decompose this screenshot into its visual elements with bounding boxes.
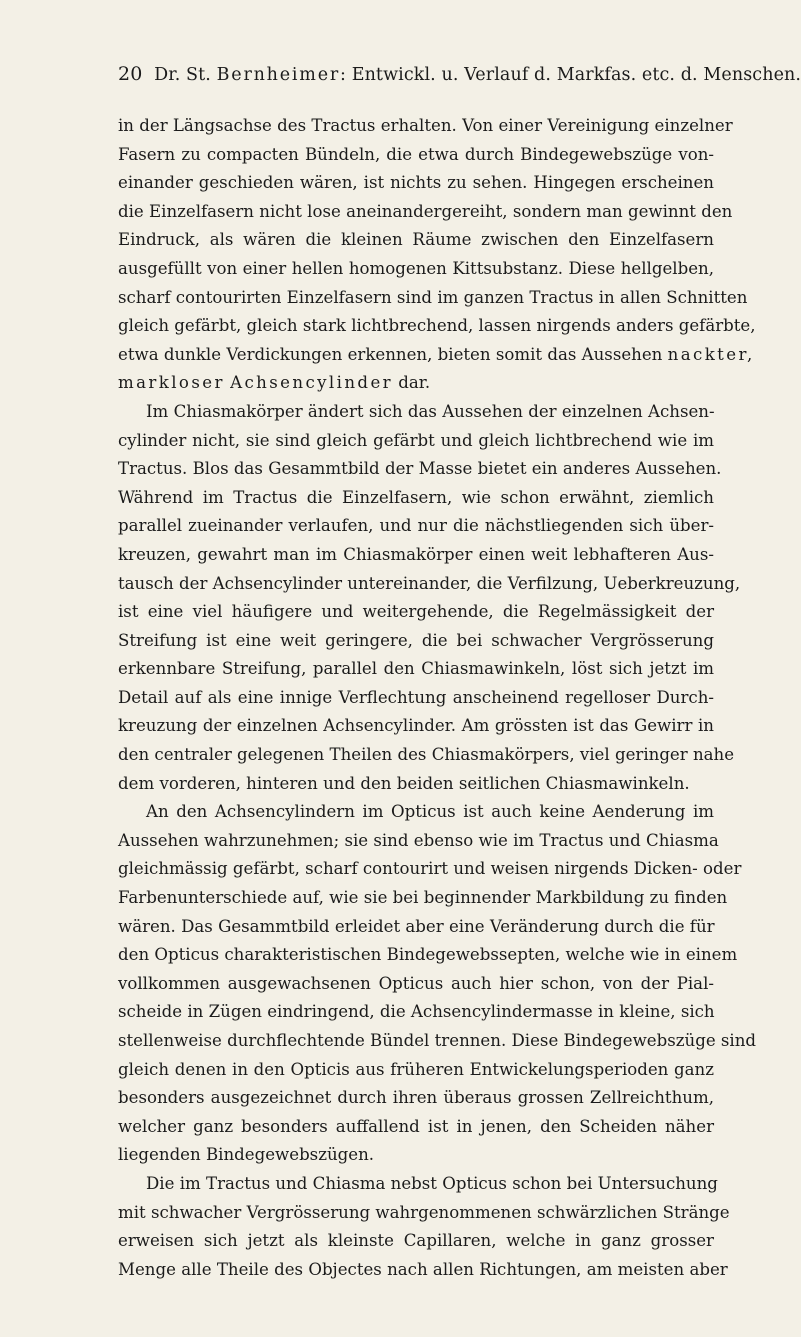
text-line: kreuzen, gewahrt man im Chiasmakörper einen weit lebhafteren Aus- xyxy=(118,544,714,564)
text-line: einander geschieden wären, ist nichts zu sehen. Hingegen erscheinen xyxy=(118,173,714,193)
text-line-part: dar. xyxy=(398,373,431,393)
text-line: erweisen sich jetzt als kleinste Capillaren, welche in ganz grosser xyxy=(118,1231,714,1251)
text-line: dem vorderen, hinteren und den beiden seitlichen Chiasmawinkeln. xyxy=(118,773,690,793)
text-line: erkennbare Streifung, parallel den Chiasmawinkeln, löst sich jetzt im xyxy=(118,659,714,679)
emphasis-achsencylinder: Achsencylinder xyxy=(230,373,393,393)
text-line: gleich gefärbt, gleich stark lichtbrechend, lassen nirgends anders gefärbte, xyxy=(118,316,756,336)
text-line: An den Achsencylindern im Opticus ist auch keine Aenderung im xyxy=(146,802,714,822)
text-line: liegenden Bindegewebszügen. xyxy=(118,1145,375,1165)
text-line: Im Chiasmakörper ändert sich das Aussehen der einzelnen Achsen- xyxy=(146,401,715,421)
text-line-part: etwa dunkle Verdickungen erkennen, bieten somit das Aussehen xyxy=(118,344,663,364)
text-line: Tractus. Blos das Gesammtbild der Masse bietet ein anderes Aussehen. xyxy=(118,459,722,479)
header-author-prefix: Dr. St. xyxy=(154,65,211,85)
text-line: kreuzung der einzelnen Achsencylinder. Am grössten ist das Gewirr in xyxy=(118,716,714,736)
header-author-name: Bernheimer xyxy=(216,65,341,85)
page-number: 20 xyxy=(118,63,143,85)
body-text xyxy=(118,112,757,1284)
text-line: scheide in Zügen eindringend, die Achsencylindermasse in kleine, sich xyxy=(118,1002,715,1022)
text-line xyxy=(118,341,755,370)
text-line: Aussehen wahrzunehmen; sie sind ebenso wie im Tractus und Chiasma xyxy=(118,830,719,850)
text-line: stellenweise durchflechtende Bündel trennen. Diese Bindegewebszüge sind xyxy=(118,1031,757,1050)
text-line: parallel zueinander verlaufen, und nur die nächstliegenden sich über- xyxy=(118,516,714,536)
text-line: die Einzelfasern nicht lose aneinandergereiht, sondern man gewinnt den xyxy=(118,201,733,221)
text-line: den Opticus charakteristischen Bindegewebssepten, welche wie in einem xyxy=(118,945,738,965)
text-line: ist eine viel häufigere und weitergehende, die Regelmässigkeit der xyxy=(118,602,714,622)
text-line: Die im Tractus und Chiasma nebst Opticus schon bei Untersuchung xyxy=(146,1173,718,1193)
text-line: Eindruck, als wären die kleinen Räume zwischen den Einzelfasern xyxy=(118,230,714,250)
text-line: besonders ausgezeichnet durch ihren überaus grossen Zellreichthum, xyxy=(118,1088,714,1108)
emphasis-markloser: markloser xyxy=(118,373,225,393)
header-title: : Entwickl. u. Verlauf d. Markfas. etc. d. Menschen. xyxy=(340,65,801,85)
text-line: mit schwacher Vergrösserung wahrgenommenen schwärzlichen Stränge xyxy=(118,1202,730,1222)
text-line: Menge alle Theile des Objectes nach allen Richtungen, am meisten aber xyxy=(118,1259,728,1279)
text-line: Farbenunterschiede auf, wie sie bei beginnender Markbildung zu finden xyxy=(118,888,728,908)
page-content xyxy=(118,62,801,1284)
text-line: wären. Das Gesammtbild erleidet aber eine Veränderung durch die für xyxy=(118,916,715,936)
text-line: gleich denen in den Opticis aus früheren Entwickelungsperioden ganz xyxy=(118,1059,714,1079)
text-line: welcher ganz besonders auffallend ist in jenen, den Scheiden näher xyxy=(118,1116,714,1136)
text-line: tausch der Achsencylinder untereinander, die Verfilzung, Ueberkreuzung, xyxy=(118,573,741,593)
text-line: cylinder nicht, sie sind gleich gefärbt und gleich lichtbrechend wie im xyxy=(118,430,714,450)
text-line: gleichmässig gefärbt, scharf contourirt und weisen nirgends Dicken- oder xyxy=(118,859,742,879)
text-line: Während im Tractus die Einzelfasern, wie schon erwähnt, ziemlich xyxy=(118,487,714,507)
emphasis-nackter: nackter, xyxy=(667,344,755,364)
text-line: scharf contourirten Einzelfasern sind im ganzen Tractus in allen Schnitten xyxy=(118,287,748,307)
running-header xyxy=(118,62,801,87)
text-line: ausgefüllt von einer hellen homogenen Kittsubstanz. Diese hellgelben, xyxy=(118,258,714,278)
text-line: Detail auf als eine innige Verflechtung anscheinend regelloser Durch- xyxy=(118,687,714,707)
text-line: Streifung ist eine weit geringere, die bei schwacher Vergrösserung xyxy=(118,630,714,650)
text-line: den centraler gelegenen Theilen des Chiasmakörpers, viel geringer nahe xyxy=(118,745,735,765)
text-line: in der Längsachse des Tractus erhalten. Von einer Vereinigung einzelner xyxy=(118,116,733,135)
text-line: Fasern zu compacten Bündeln, die etwa durch Bindegewebszüge von- xyxy=(118,144,714,164)
text-line: vollkommen ausgewachsenen Opticus auch hier schon, von der Pial- xyxy=(118,973,714,993)
text-line xyxy=(118,369,714,398)
